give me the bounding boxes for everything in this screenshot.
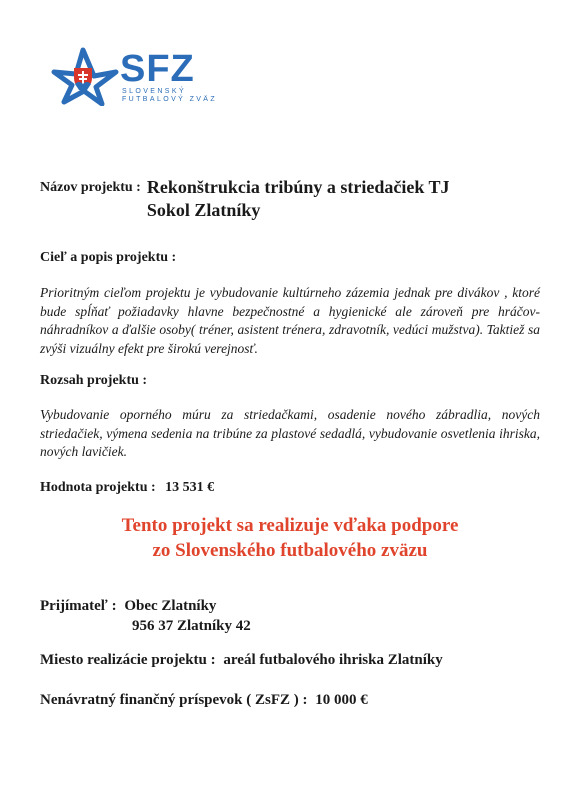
sfz-star-emblem-icon xyxy=(50,44,120,106)
grant-row xyxy=(40,692,540,709)
grant-label: Nenávratný finančný príspevok ( ZsFZ ) : xyxy=(40,692,308,708)
recipient-label: Prijímateľ : xyxy=(40,598,117,614)
recipient-block xyxy=(40,596,540,636)
support-line2: zo Slovenského futbalového zväzu xyxy=(152,540,428,561)
location-row xyxy=(40,652,540,669)
project-name-label: Názov projektu : xyxy=(40,180,141,195)
project-name-line1: Rekonštrukcia tribúny a striedačiek TJ xyxy=(146,177,450,197)
recipient-address: 956 37 Zlatníky 42 xyxy=(132,618,251,634)
location-label: Miesto realizácie projektu : xyxy=(40,652,216,668)
goal-text: Prioritným cieľom projektu je vybudovanie kultúrneho zázemia jednak pre divákov , ktoré bude spĺňať požiadavky hlavne bezpečnostné a hygienické ale zároveň pre hráčov-náhradníkov a ďalšie osoby( tréner, asistent trénera, zdravotník, vedúci mužstva). Taktiež sa zvýši vizuálny efekt pre širokú verejnosť. xyxy=(40,285,540,356)
sfz-logo xyxy=(50,44,230,110)
grant-value: 10 000 € xyxy=(315,692,368,708)
project-value-row xyxy=(40,480,540,496)
location-value: areál futbalového ihriska Zlatníky xyxy=(223,652,443,668)
logo-line2: FUTBALOVÝ ZVÄZ xyxy=(122,96,218,103)
project-value-label: Hodnota projektu : xyxy=(40,480,156,495)
project-value-amount: 13 531 € xyxy=(165,480,215,495)
logo-line1: SLOVENSKÝ xyxy=(122,88,187,95)
scope-label: Rozsah projektu : xyxy=(40,373,148,388)
project-name-row xyxy=(40,176,540,222)
goal-label: Cieľ a popis projektu : xyxy=(40,250,177,265)
recipient-name: Obec Zlatníky xyxy=(124,598,217,614)
support-statement xyxy=(40,513,540,563)
logo-abbreviation: SFZ xyxy=(120,48,195,90)
project-name-line2: Sokol Zlatníky xyxy=(146,200,261,220)
support-line1: Tento projekt sa realizuje vďaka podpore xyxy=(121,515,459,536)
scope-text: Vybudovanie oporného múru za striedačkami, osadenie nového zábradlia, nových striedačiek, výmena sedenia na tribúne za plastové sedadlá, vybudovanie osvetlenia ihriska, nových lavičiek. xyxy=(40,407,540,459)
